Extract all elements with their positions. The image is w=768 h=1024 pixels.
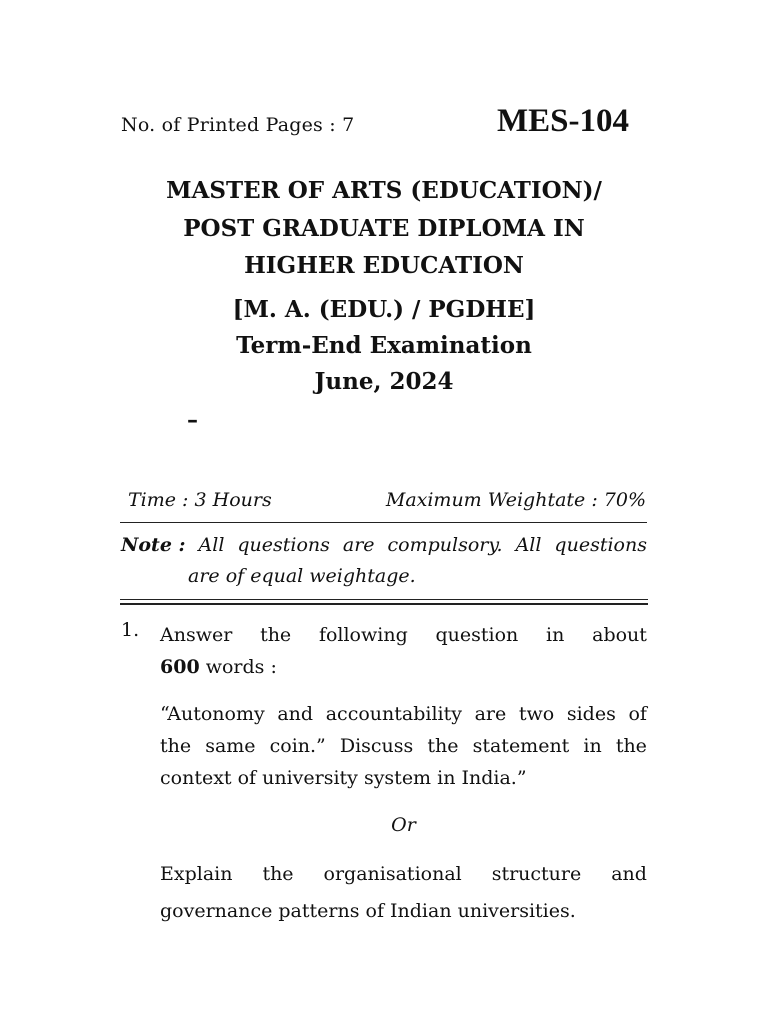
exam-session: June, 2024 — [314, 368, 454, 395]
quote-word: the — [160, 735, 192, 757]
note-word: All — [198, 534, 225, 556]
quote-word: accountability — [325, 703, 462, 725]
exam-heading — [100, 292, 668, 400]
divider-line — [120, 603, 648, 605]
quote-word: two — [518, 703, 555, 725]
exam-duration: Time : 3 Hours — [128, 489, 272, 511]
divider-line — [120, 599, 648, 600]
instruction-word: following — [318, 624, 408, 646]
note-word: questions — [237, 534, 330, 556]
alternative-word: the — [262, 863, 294, 885]
programme-title-line: MASTER OF ARTS (EDUCATION)/ — [166, 177, 602, 204]
instructions-note — [121, 530, 647, 592]
word-count: 600 — [160, 656, 200, 678]
question-quote — [160, 698, 647, 794]
question-number: 1. — [121, 619, 140, 641]
question-instruction-line — [160, 619, 647, 651]
question-instruction-line — [160, 651, 647, 683]
instruction-word: in — [546, 624, 565, 646]
quote-line — [160, 730, 647, 762]
instruction-word: Answer — [160, 624, 233, 646]
instruction-tail: words : — [199, 656, 277, 678]
question-body — [160, 619, 647, 930]
instruction-word: about — [592, 624, 647, 646]
printed-pages-count: No. of Printed Pages : 7 — [121, 114, 355, 136]
quote-word: coin.” — [269, 735, 326, 757]
instruction-word: question — [435, 624, 519, 646]
quote-word: are — [474, 703, 507, 725]
note-word: compulsory. — [387, 534, 503, 556]
programme-title-line: HIGHER EDUCATION — [244, 252, 524, 279]
note-word: questions — [554, 534, 647, 556]
quote-word: sides — [566, 703, 616, 725]
max-weightage: Maximum Weightate : 70% — [385, 489, 646, 511]
dash-mark: – — [187, 407, 198, 433]
alternative-line: governance patterns of Indian universities. — [160, 900, 576, 922]
alternative-line — [160, 856, 647, 893]
course-code: MES-104 — [497, 103, 629, 139]
note-word: are — [342, 534, 375, 556]
programme-abbreviation: [M. A. (EDU.) / PGDHE] — [232, 296, 536, 323]
quote-word: “Autonomy — [160, 703, 265, 725]
quote-word: in — [583, 735, 602, 757]
quote-word: same — [205, 735, 256, 757]
alternative-question — [160, 856, 647, 930]
quote-word: and — [277, 703, 314, 725]
quote-word: Discuss — [339, 735, 414, 757]
quote-line — [160, 698, 647, 730]
alternative-word: and — [611, 863, 647, 885]
note-label: Note : — [121, 534, 186, 556]
or-separator: Or — [391, 814, 416, 836]
programme-title — [100, 172, 668, 285]
quote-word: the — [615, 735, 647, 757]
alternative-word: organisational — [323, 863, 462, 885]
quote-word: of — [628, 703, 647, 725]
quote-word: statement — [472, 735, 570, 757]
quote-word: the — [427, 735, 459, 757]
programme-title-line: POST GRADUATE DIPLOMA IN — [183, 214, 585, 242]
note-line — [121, 530, 647, 561]
alternative-word: Explain — [160, 863, 233, 885]
instruction-word: the — [260, 624, 292, 646]
quote-line: context of university system in India.” — [160, 767, 527, 789]
note-line: are of equal weightage. — [188, 565, 416, 587]
alternative-word: structure — [491, 863, 582, 885]
note-word: All — [515, 534, 542, 556]
exam-name: Term-End Examination — [236, 332, 532, 359]
divider-line — [120, 522, 647, 523]
